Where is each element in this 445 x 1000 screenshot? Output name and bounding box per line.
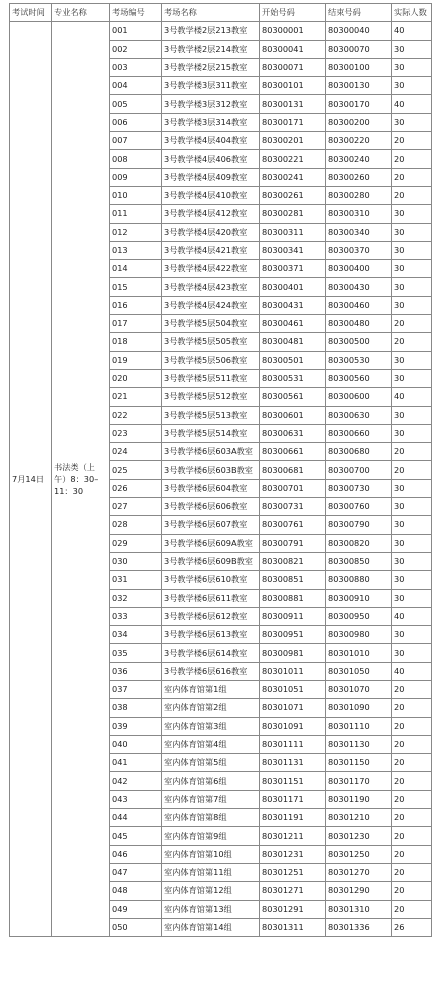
start-number-cell: 80301051 [260,680,326,698]
room-name-cell: 3号教学楼5层512教室 [162,388,260,406]
end-number-cell: 80300910 [326,589,392,607]
start-number-cell: 80301291 [260,900,326,918]
end-number-cell: 80300170 [326,95,392,113]
actual-count-cell: 30 [392,589,432,607]
actual-count-cell: 20 [392,809,432,827]
end-number-cell: 80300500 [326,333,392,351]
actual-count-cell: 20 [392,717,432,735]
room-name-cell: 3号教学楼5层504教室 [162,315,260,333]
room-number-cell: 009 [110,168,162,186]
actual-count-cell: 20 [392,845,432,863]
actual-count-cell: 20 [392,680,432,698]
start-number-cell: 80300311 [260,223,326,241]
room-number-cell: 017 [110,315,162,333]
actual-count-cell: 20 [392,863,432,881]
room-number-cell: 012 [110,223,162,241]
room-name-cell: 3号教学楼3层314教室 [162,113,260,131]
start-number-cell: 80300701 [260,479,326,497]
start-number-cell: 80300821 [260,552,326,570]
room-name-cell: 3号教学楼2层215教室 [162,58,260,76]
end-number-cell: 80300260 [326,168,392,186]
room-name-cell: 室内体育馆第1组 [162,680,260,698]
room-number-cell: 020 [110,369,162,387]
end-number-cell: 80301130 [326,735,392,753]
room-name-cell: 3号教学楼6层611教室 [162,589,260,607]
actual-count-cell: 30 [392,205,432,223]
header-row [10,4,432,22]
end-number-cell: 80300820 [326,534,392,552]
room-name-cell: 3号教学楼6层609A教室 [162,534,260,552]
actual-count-cell: 20 [392,315,432,333]
actual-count-cell: 30 [392,40,432,58]
room-name-cell: 3号教学楼5层514教室 [162,424,260,442]
start-number-cell: 80301191 [260,809,326,827]
actual-count-cell: 30 [392,516,432,534]
start-number-cell: 80300681 [260,461,326,479]
room-number-cell: 042 [110,772,162,790]
room-name-cell: 3号教学楼5层513教室 [162,406,260,424]
start-number-cell: 80300531 [260,369,326,387]
room-name-cell: 3号教学楼4层412教室 [162,205,260,223]
room-name-cell: 3号教学楼3层312教室 [162,95,260,113]
actual-count-cell: 30 [392,552,432,570]
start-number-cell: 80301231 [260,845,326,863]
actual-count-cell: 30 [392,479,432,497]
room-name-cell: 3号教学楼6层610教室 [162,571,260,589]
actual-count-cell: 20 [392,186,432,204]
room-number-cell: 048 [110,882,162,900]
room-name-cell: 3号教学楼4层410教室 [162,186,260,204]
room-name-cell: 3号教学楼4层424教室 [162,296,260,314]
start-number-cell: 80300101 [260,77,326,95]
start-number-cell: 80301151 [260,772,326,790]
start-number-cell: 80300431 [260,296,326,314]
start-number-cell: 80301091 [260,717,326,735]
actual-count-cell: 30 [392,351,432,369]
room-name-cell: 3号教学楼6层609B教室 [162,552,260,570]
room-name-cell: 3号教学楼6层612教室 [162,607,260,625]
actual-count-cell: 20 [392,461,432,479]
start-number-cell: 80300171 [260,113,326,131]
start-number-cell: 80300661 [260,443,326,461]
room-number-cell: 037 [110,680,162,698]
end-number-cell: 80300530 [326,351,392,369]
room-number-cell: 023 [110,424,162,442]
room-name-cell: 室内体育馆第2组 [162,699,260,717]
end-number-cell: 80300220 [326,132,392,150]
room-name-cell: 3号教学楼6层603B教室 [162,461,260,479]
room-name-cell: 室内体育馆第7组 [162,790,260,808]
end-number-cell: 80300480 [326,315,392,333]
end-number-cell: 80301150 [326,754,392,772]
end-number-cell: 80300660 [326,424,392,442]
room-name-cell: 3号教学楼4层406教室 [162,150,260,168]
room-number-cell: 043 [110,790,162,808]
room-number-cell: 044 [110,809,162,827]
end-number-cell: 80300240 [326,150,392,168]
end-number-cell: 80300370 [326,241,392,259]
end-number-cell: 80300340 [326,223,392,241]
room-number-cell: 003 [110,58,162,76]
exam-room-table [9,3,432,937]
end-number-cell: 80301336 [326,918,392,936]
room-name-cell: 室内体育馆第3组 [162,717,260,735]
end-number-cell: 80300430 [326,278,392,296]
actual-count-cell: 20 [392,699,432,717]
start-number-cell: 80301311 [260,918,326,936]
start-number-cell: 80300261 [260,186,326,204]
room-number-cell: 004 [110,77,162,95]
room-name-cell: 3号教学楼6层606教室 [162,498,260,516]
actual-count-cell: 20 [392,333,432,351]
room-name-cell: 3号教学楼5层511教室 [162,369,260,387]
actual-count-cell: 40 [392,662,432,680]
start-number-cell: 80300761 [260,516,326,534]
start-number-cell: 80301131 [260,754,326,772]
room-name-cell: 室内体育馆第8组 [162,809,260,827]
end-number-cell: 80300040 [326,22,392,40]
exam-room-table-wrapper [9,3,432,937]
start-number-cell: 80300221 [260,150,326,168]
end-number-cell: 80301290 [326,882,392,900]
actual-count-cell: 30 [392,223,432,241]
room-number-cell: 001 [110,22,162,40]
actual-count-cell: 30 [392,534,432,552]
room-name-cell: 3号教学楼4层423教室 [162,278,260,296]
table-body [10,22,432,937]
end-number-cell: 80300850 [326,552,392,570]
end-number-cell: 80301310 [326,900,392,918]
room-number-cell: 007 [110,132,162,150]
room-number-cell: 019 [110,351,162,369]
start-number-cell: 80301271 [260,882,326,900]
room-name-cell: 室内体育馆第9组 [162,827,260,845]
room-number-cell: 011 [110,205,162,223]
actual-count-cell: 30 [392,644,432,662]
room-number-cell: 034 [110,626,162,644]
room-number-cell: 013 [110,241,162,259]
room-number-cell: 030 [110,552,162,570]
room-number-cell: 028 [110,516,162,534]
major-name-cell: 书法类（上午）8：30–11：30 [52,22,110,937]
end-number-cell: 80301050 [326,662,392,680]
room-number-cell: 039 [110,717,162,735]
room-name-cell: 3号教学楼6层607教室 [162,516,260,534]
actual-count-cell: 20 [392,735,432,753]
end-number-cell: 80300280 [326,186,392,204]
room-number-cell: 027 [110,498,162,516]
end-number-cell: 80300100 [326,58,392,76]
room-number-cell: 033 [110,607,162,625]
start-number-cell: 80300851 [260,571,326,589]
room-number-cell: 014 [110,260,162,278]
start-number-cell: 80300911 [260,607,326,625]
table-row [10,22,432,40]
end-number-cell: 80301190 [326,790,392,808]
end-number-cell: 80300980 [326,626,392,644]
end-number-cell: 80300560 [326,369,392,387]
header-end-number: 结束号码 [326,4,392,22]
room-name-cell: 3号教学楼4层420教室 [162,223,260,241]
start-number-cell: 80300281 [260,205,326,223]
header-actual-count: 实际人数 [392,4,432,22]
start-number-cell: 80300461 [260,315,326,333]
actual-count-cell: 20 [392,882,432,900]
end-number-cell: 80301070 [326,680,392,698]
room-name-cell: 3号教学楼4层422教室 [162,260,260,278]
start-number-cell: 80301251 [260,863,326,881]
start-number-cell: 80300481 [260,333,326,351]
end-number-cell: 80301010 [326,644,392,662]
actual-count-cell: 40 [392,95,432,113]
actual-count-cell: 30 [392,406,432,424]
start-number-cell: 80300201 [260,132,326,150]
room-number-cell: 021 [110,388,162,406]
end-number-cell: 80300700 [326,461,392,479]
room-name-cell: 室内体育馆第11组 [162,863,260,881]
actual-count-cell: 30 [392,424,432,442]
end-number-cell: 80300730 [326,479,392,497]
start-number-cell: 80300951 [260,626,326,644]
start-number-cell: 80300631 [260,424,326,442]
exam-time-cell: 7月14日 [10,22,52,937]
end-number-cell: 80300790 [326,516,392,534]
start-number-cell: 80300341 [260,241,326,259]
end-number-cell: 80300460 [326,296,392,314]
end-number-cell: 80301230 [326,827,392,845]
actual-count-cell: 40 [392,22,432,40]
end-number-cell: 80301210 [326,809,392,827]
room-number-cell: 045 [110,827,162,845]
header-exam-time: 考试时间 [10,4,52,22]
actual-count-cell: 30 [392,241,432,259]
end-number-cell: 80300130 [326,77,392,95]
room-number-cell: 041 [110,754,162,772]
actual-count-cell: 30 [392,369,432,387]
room-name-cell: 室内体育馆第10组 [162,845,260,863]
actual-count-cell: 30 [392,626,432,644]
start-number-cell: 80300501 [260,351,326,369]
room-number-cell: 040 [110,735,162,753]
header-start-number: 开始号码 [260,4,326,22]
start-number-cell: 80300601 [260,406,326,424]
room-name-cell: 室内体育馆第14组 [162,918,260,936]
room-number-cell: 024 [110,443,162,461]
room-name-cell: 3号教学楼2层214教室 [162,40,260,58]
room-number-cell: 029 [110,534,162,552]
start-number-cell: 80301111 [260,735,326,753]
room-number-cell: 038 [110,699,162,717]
start-number-cell: 80300791 [260,534,326,552]
actual-count-cell: 20 [392,168,432,186]
start-number-cell: 80300981 [260,644,326,662]
start-number-cell: 80301171 [260,790,326,808]
room-number-cell: 006 [110,113,162,131]
start-number-cell: 80300041 [260,40,326,58]
end-number-cell: 80300310 [326,205,392,223]
room-name-cell: 3号教学楼5层506教室 [162,351,260,369]
actual-count-cell: 20 [392,827,432,845]
start-number-cell: 80300731 [260,498,326,516]
actual-count-cell: 20 [392,132,432,150]
start-number-cell: 80300131 [260,95,326,113]
start-number-cell: 80300071 [260,58,326,76]
actual-count-cell: 20 [392,754,432,772]
room-number-cell: 002 [110,40,162,58]
room-number-cell: 047 [110,863,162,881]
start-number-cell: 80300881 [260,589,326,607]
room-number-cell: 035 [110,644,162,662]
room-number-cell: 008 [110,150,162,168]
start-number-cell: 80300241 [260,168,326,186]
start-number-cell: 80301211 [260,827,326,845]
start-number-cell: 80300371 [260,260,326,278]
actual-count-cell: 20 [392,443,432,461]
room-name-cell: 3号教学楼4层409教室 [162,168,260,186]
end-number-cell: 80301250 [326,845,392,863]
room-name-cell: 3号教学楼3层311教室 [162,77,260,95]
end-number-cell: 80300950 [326,607,392,625]
room-name-cell: 3号教学楼6层614教室 [162,644,260,662]
end-number-cell: 80301270 [326,863,392,881]
end-number-cell: 80301090 [326,699,392,717]
room-number-cell: 005 [110,95,162,113]
room-name-cell: 3号教学楼4层404教室 [162,132,260,150]
actual-count-cell: 20 [392,772,432,790]
end-number-cell: 80300760 [326,498,392,516]
end-number-cell: 80300880 [326,571,392,589]
room-number-cell: 022 [110,406,162,424]
end-number-cell: 80300600 [326,388,392,406]
actual-count-cell: 26 [392,918,432,936]
room-number-cell: 026 [110,479,162,497]
room-name-cell: 室内体育馆第12组 [162,882,260,900]
room-number-cell: 032 [110,589,162,607]
room-number-cell: 018 [110,333,162,351]
room-name-cell: 3号教学楼5层505教室 [162,333,260,351]
room-number-cell: 036 [110,662,162,680]
end-number-cell: 80301110 [326,717,392,735]
room-number-cell: 010 [110,186,162,204]
actual-count-cell: 20 [392,900,432,918]
header-room-number: 考场编号 [110,4,162,22]
room-number-cell: 031 [110,571,162,589]
room-name-cell: 3号教学楼6层604教室 [162,479,260,497]
room-name-cell: 3号教学楼6层613教室 [162,626,260,644]
room-name-cell: 3号教学楼2层213教室 [162,22,260,40]
end-number-cell: 80300680 [326,443,392,461]
actual-count-cell: 40 [392,607,432,625]
room-number-cell: 046 [110,845,162,863]
room-name-cell: 室内体育馆第6组 [162,772,260,790]
end-number-cell: 80300070 [326,40,392,58]
start-number-cell: 80301011 [260,662,326,680]
room-number-cell: 050 [110,918,162,936]
actual-count-cell: 30 [392,260,432,278]
room-name-cell: 室内体育馆第13组 [162,900,260,918]
end-number-cell: 80300630 [326,406,392,424]
room-name-cell: 3号教学楼4层421教室 [162,241,260,259]
actual-count-cell: 20 [392,150,432,168]
actual-count-cell: 20 [392,790,432,808]
actual-count-cell: 30 [392,278,432,296]
room-name-cell: 3号教学楼6层603A教室 [162,443,260,461]
room-number-cell: 016 [110,296,162,314]
actual-count-cell: 30 [392,498,432,516]
room-number-cell: 025 [110,461,162,479]
actual-count-cell: 40 [392,388,432,406]
header-room-name: 考场名称 [162,4,260,22]
end-number-cell: 80300200 [326,113,392,131]
end-number-cell: 80301170 [326,772,392,790]
start-number-cell: 80300561 [260,388,326,406]
actual-count-cell: 30 [392,296,432,314]
start-number-cell: 80301071 [260,699,326,717]
end-number-cell: 80300400 [326,260,392,278]
room-number-cell: 015 [110,278,162,296]
start-number-cell: 80300001 [260,22,326,40]
actual-count-cell: 30 [392,77,432,95]
room-name-cell: 3号教学楼6层616教室 [162,662,260,680]
room-name-cell: 室内体育馆第4组 [162,735,260,753]
actual-count-cell: 30 [392,571,432,589]
room-name-cell: 室内体育馆第5组 [162,754,260,772]
start-number-cell: 80300401 [260,278,326,296]
actual-count-cell: 30 [392,58,432,76]
room-number-cell: 049 [110,900,162,918]
header-major-name: 专业名称 [52,4,110,22]
actual-count-cell: 30 [392,113,432,131]
